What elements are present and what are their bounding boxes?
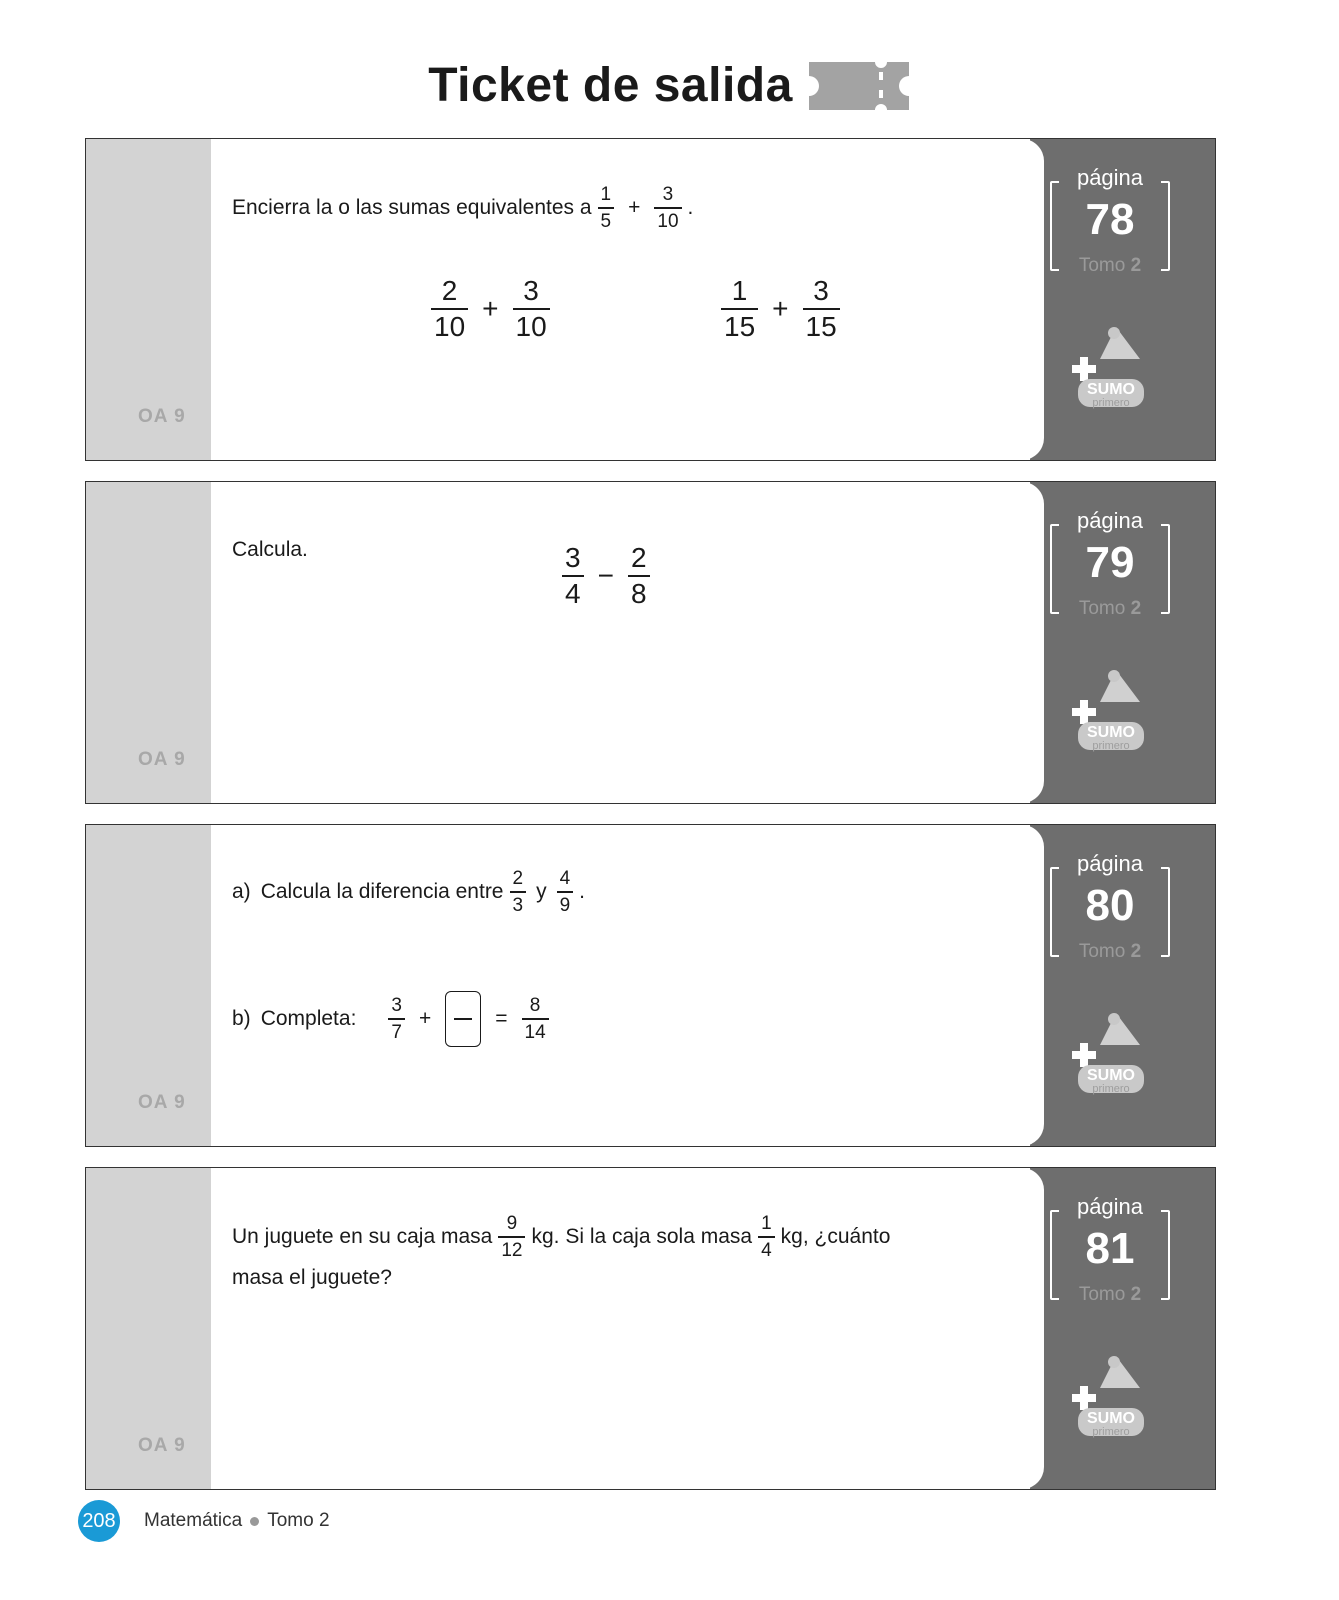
tomo-label: Tomo 2 — [1078, 255, 1142, 276]
ticket-strip — [86, 139, 211, 460]
question-b — [232, 991, 555, 1047]
svg-text:primero: primero — [1092, 397, 1130, 409]
oa-label: OA 9 — [138, 1092, 186, 1113]
prompt-text: Encierra la o las sumas equivalentes a — [232, 195, 592, 219]
numerator: 1 — [731, 275, 748, 306]
sumo-primero-logo — [1070, 664, 1150, 754]
question-prompt — [232, 185, 693, 231]
equals-sign: = — [495, 1007, 508, 1030]
option-sum-1[interactable] — [425, 277, 556, 341]
svg-text:SUMO: SUMO — [1087, 724, 1135, 741]
page-number: 81 — [1085, 1224, 1135, 1273]
denominator: 15 — [805, 310, 837, 342]
sumo-primero-logo — [1070, 1007, 1150, 1097]
denominator: 10 — [434, 310, 466, 342]
numerator: 2 — [512, 868, 524, 889]
sumo-primero-logo — [1070, 321, 1150, 411]
period: . — [579, 879, 585, 903]
fraction-bar — [522, 1018, 549, 1020]
denominator: 4 — [761, 1239, 772, 1261]
denominator: 3 — [512, 894, 524, 916]
ticket-content — [232, 1168, 1015, 1489]
question-a — [232, 869, 585, 915]
prompt-text: Completa: — [260, 1007, 357, 1030]
page-number-badge: 208 — [78, 1500, 120, 1542]
denominator: 9 — [559, 894, 571, 916]
prompt-text: Calcula la diferencia entre — [260, 879, 504, 903]
question-line-1 — [232, 1214, 890, 1260]
sumo-primero-logo — [1070, 1350, 1150, 1440]
denominator: 7 — [391, 1021, 402, 1043]
fraction-bar — [803, 308, 840, 310]
oa-label: OA 9 — [138, 1435, 186, 1456]
ticket-content — [232, 825, 1015, 1146]
numerator: 3 — [391, 995, 402, 1017]
numerator: 3 — [813, 275, 829, 306]
fraction — [721, 277, 758, 341]
tomo-footer-label: Tomo 2 — [267, 1510, 330, 1531]
conjunction: y — [536, 879, 547, 903]
numerator: 1 — [761, 1213, 772, 1234]
minus-sign: − — [597, 559, 614, 591]
fraction — [522, 996, 549, 1042]
fraction — [654, 185, 681, 231]
fraction-bar — [628, 575, 650, 577]
plus-sign: + — [418, 1007, 432, 1030]
ticket-79 — [85, 481, 1216, 804]
denominator: 14 — [524, 1021, 546, 1043]
page-footer — [78, 1500, 330, 1542]
fraction-bar — [510, 891, 527, 893]
fraction — [598, 185, 615, 231]
question-prompt — [232, 538, 308, 562]
page-reference-panel — [1030, 1168, 1215, 1489]
svg-text:primero: primero — [1092, 1426, 1130, 1438]
item-label: a) — [232, 879, 251, 903]
subtraction-expression — [556, 544, 656, 608]
numerator: 4 — [559, 868, 571, 889]
ticket-78 — [85, 138, 1216, 461]
fraction — [557, 869, 574, 915]
fraction-bar — [562, 575, 584, 577]
fraction-bar — [721, 308, 758, 310]
page-reference-panel — [1030, 139, 1215, 460]
page-label: página — [1076, 1194, 1144, 1219]
prompt-text: masa el juguete? — [232, 1266, 392, 1289]
fraction — [510, 869, 527, 915]
fraction-bar — [557, 891, 574, 893]
denominator: 12 — [501, 1239, 523, 1261]
numerator: 1 — [600, 184, 612, 205]
tomo-label: Tomo 2 — [1078, 598, 1142, 619]
fraction-bar — [498, 1236, 525, 1238]
svg-text:SUMO: SUMO — [1087, 1067, 1135, 1084]
plus-sign: + — [482, 292, 499, 324]
fraction — [513, 277, 550, 341]
fraction-bar — [758, 1236, 775, 1238]
period: . — [687, 195, 694, 219]
denominator: 4 — [565, 577, 581, 609]
prompt-text: Calcula. — [232, 538, 308, 561]
ticket-content — [232, 139, 1015, 460]
oa-label: OA 9 — [138, 406, 186, 427]
denominator: 10 — [515, 310, 547, 342]
denominator: 8 — [630, 577, 647, 609]
svg-text:SUMO: SUMO — [1087, 381, 1135, 398]
fraction — [758, 1214, 775, 1260]
numerator: 3 — [565, 542, 581, 573]
fraction — [431, 277, 468, 341]
numerator: 9 — [506, 1213, 518, 1234]
fraction — [498, 1214, 525, 1260]
denominator: 5 — [600, 210, 612, 232]
fraction — [562, 544, 584, 608]
answer-box[interactable] — [445, 991, 481, 1047]
fraction — [803, 277, 840, 341]
page-label: página — [1076, 508, 1144, 533]
ticket-strip — [86, 482, 211, 803]
prompt-text: kg, ¿cuánto — [780, 1224, 891, 1248]
page-label: página — [1076, 851, 1144, 876]
ticket-content — [232, 482, 1015, 803]
svg-text:primero: primero — [1092, 1083, 1130, 1095]
fraction-bar — [654, 207, 681, 209]
page-label: página — [1076, 165, 1144, 190]
numerator: 3 — [662, 184, 674, 205]
subject-label: Matemática — [144, 1510, 243, 1531]
prompt-text: Un juguete en su caja masa — [232, 1224, 493, 1248]
tomo-label: Tomo 2 — [1078, 941, 1142, 962]
numerator: 8 — [529, 995, 541, 1017]
separator-dot — [250, 1517, 259, 1526]
oa-label: OA 9 — [138, 749, 186, 770]
item-label: b) — [232, 1007, 251, 1030]
fraction-bar — [513, 308, 550, 310]
plus-sign: + — [628, 195, 641, 219]
option-sum-2[interactable] — [715, 277, 846, 341]
plus-sign: + — [772, 292, 789, 324]
ticket-81 — [85, 1167, 1216, 1490]
numerator: 3 — [523, 275, 539, 306]
ticket-strip — [86, 1168, 211, 1489]
fraction — [388, 996, 405, 1042]
denominator: 15 — [724, 310, 756, 342]
svg-text:SUMO: SUMO — [1087, 1410, 1135, 1427]
denominator: 10 — [657, 210, 679, 232]
page-title: Ticket de salida — [428, 59, 793, 112]
question-line-2 — [232, 1266, 392, 1290]
page-number: 80 — [1085, 881, 1135, 930]
page-reference-panel — [1030, 825, 1215, 1146]
page-number: 78 — [1085, 195, 1135, 244]
numerator: 2 — [630, 542, 647, 573]
header — [0, 58, 1339, 113]
tomo-label: Tomo 2 — [1078, 1284, 1142, 1305]
prompt-text: kg. Si la caja sola masa — [531, 1224, 753, 1248]
page-number: 79 — [1085, 538, 1135, 587]
ticket-strip — [86, 825, 211, 1146]
ticket-icon — [809, 60, 911, 112]
fraction — [628, 544, 650, 608]
page-reference-panel — [1030, 482, 1215, 803]
fraction-bar — [598, 207, 615, 209]
fraction-bar — [388, 1018, 405, 1020]
svg-text:primero: primero — [1092, 740, 1130, 752]
fraction-bar — [431, 308, 468, 310]
numerator: 2 — [441, 275, 458, 306]
ticket-80 — [85, 824, 1216, 1147]
